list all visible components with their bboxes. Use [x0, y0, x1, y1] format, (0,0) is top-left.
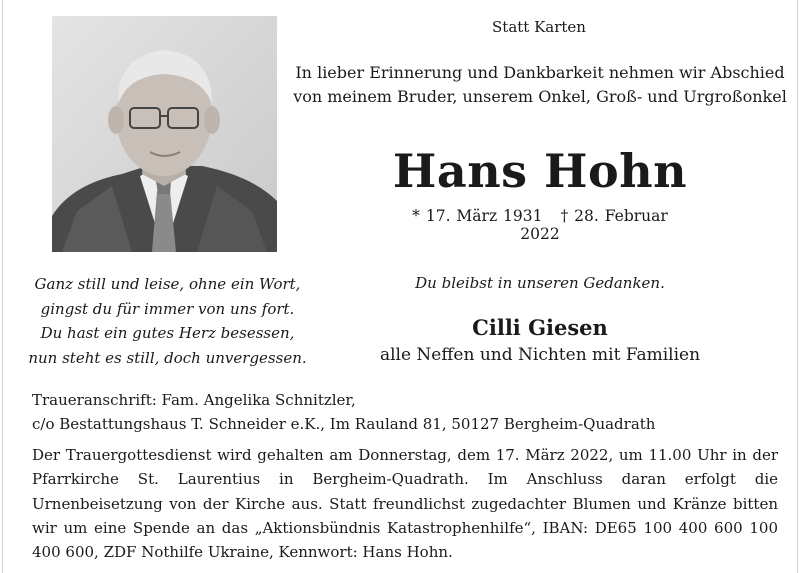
intro-text	[290, 61, 790, 109]
address-line: c/o Bestattungshaus T. Schneider e.K., Im Rauland 81, 50127 Bergheim-Quadrath	[32, 415, 656, 433]
life-dates	[400, 207, 680, 243]
mourner-name: Cilli Giesen	[472, 315, 608, 340]
memorial-poem	[20, 272, 315, 370]
poem-line: nun steht es still, doch unvergessen.	[28, 348, 307, 367]
address-line: Traueranschrift: Fam. Angelika Schnitzler,	[32, 391, 356, 409]
intro-line: von meinem Bruder, unserem Onkel, Groß- und Urgroßonkel	[293, 87, 787, 106]
mourner-motto: Du bleibst in unseren Gedanken.	[415, 274, 665, 292]
deceased-name: Hans Hohn	[392, 144, 688, 198]
birth-date: * 17. März 1931	[412, 207, 543, 225]
poem-line: Ganz still und leise, ohne ein Wort,	[34, 275, 301, 293]
mourner-family: alle Neffen und Nichten mit Familien	[379, 345, 701, 365]
portrait-photo	[52, 16, 277, 252]
statt-karten-heading: Statt Karten	[492, 18, 586, 36]
mourning-address	[32, 388, 772, 436]
poem-line: Du hast ein gutes Herz besessen,	[40, 324, 295, 342]
poem-line: gingst du für immer von uns fort.	[40, 299, 295, 318]
service-details: Der Trauergottesdienst wird gehalten am Donnerstag, dem 17. März 2022, um 11.00 Uhr in der Pfarrkirche St. Laurentius in Bergheim-Quadrath. Im Anschluss daran erfolgt die Urnenbeisetzung von der Kirche aus. Statt freundlichst zugedachter Blumen und Kränze bitten wir um eine Spende an das „Aktionsbündnis Katastrophenhilfe“, IBAN: DE65 100 400 600 100 400 600, ZDF Nothilfe Ukraine, Kennwort: Hans Hohn.	[32, 446, 778, 562]
intro-line: In lieber Erinnerung und Dankbarkeit nehmen wir Abschied	[295, 63, 785, 82]
death-date: † 28. Februar 2022	[520, 207, 668, 243]
